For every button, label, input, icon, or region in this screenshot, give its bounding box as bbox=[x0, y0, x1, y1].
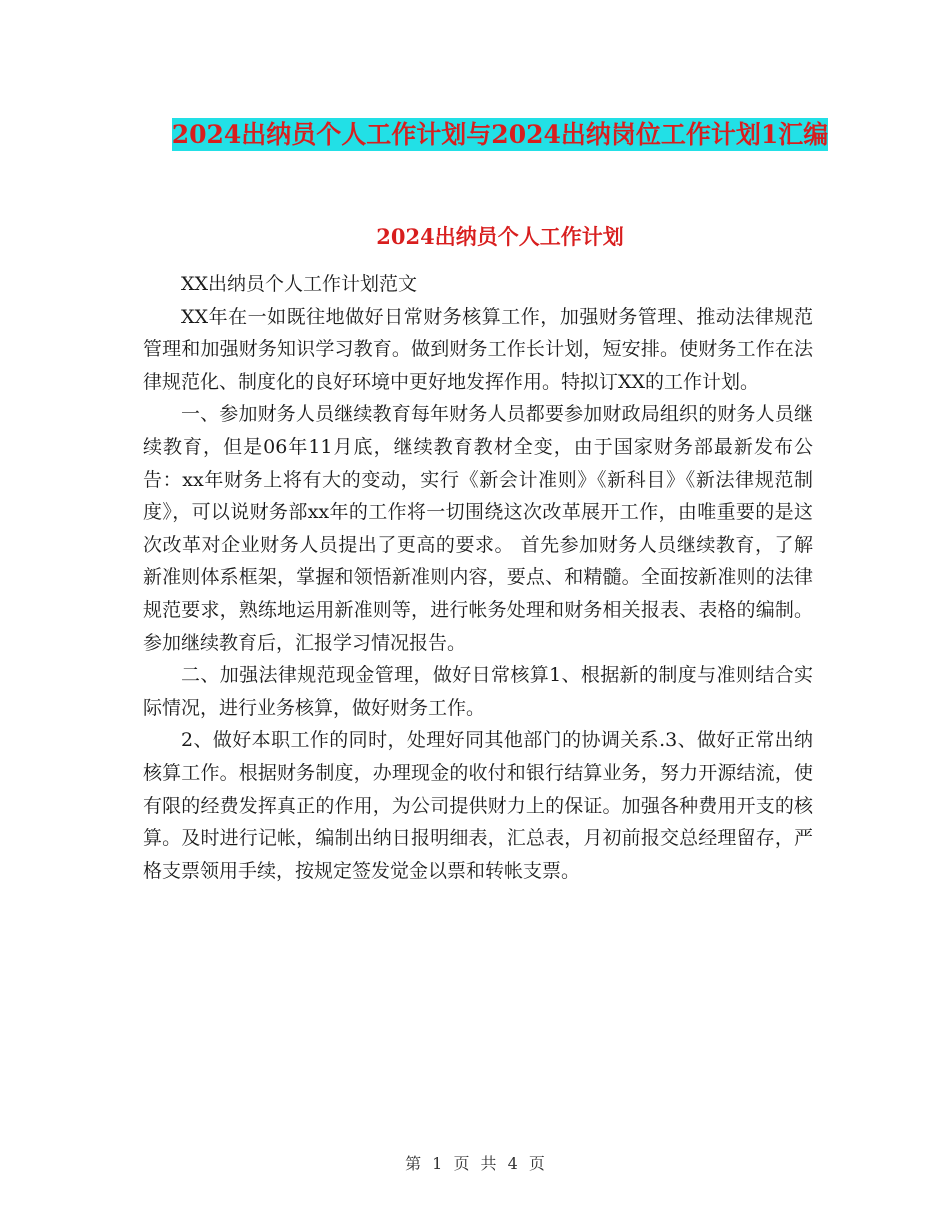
document-title bbox=[140, 112, 860, 157]
paragraph-5: 2、做好本职工作的同时，处理好同其他部门的协调关系.3、做好正常出纳核算工作。根据财务制度，办理现金的收付和银行结算业务，努力开源结流，使有限的经费发挥真正的作用，为公司提供财力上的保证。加强各种费用开支的核算。及时进行记帐，编制出纳日报明细表，汇总表，月初前报交总经理留存，严格支票领用手续，按规定签发觉金以票和转帐支票。 bbox=[143, 729, 813, 882]
paragraph-1: XX出纳员个人工作计划范文 bbox=[181, 273, 418, 295]
paragraph-2: XX年在一如既往地做好日常财务核算工作，加强财务管理、推动法律规范管理和加强财务知识学习教育。做到财务工作长计划，短安排。使财务工作在法律规范化、制度化的良好环境中更好地发挥作用。特拟订XX的工作计划。 bbox=[143, 305, 813, 393]
page-footer: 第 1 页 共 4 页 bbox=[405, 1154, 545, 1173]
paragraph-4: 二、加强法律规范现金管理，做好日常核算1、根据新的制度与准则结合实际情况，进行业务核算，做好财务工作。 bbox=[143, 664, 813, 719]
document-body bbox=[143, 268, 813, 887]
document-title-text: 2024出纳员个人工作计划与2024出纳岗位工作计划1汇编 bbox=[171, 120, 829, 149]
section-title: 2024出纳员个人工作计划 bbox=[376, 224, 624, 249]
paragraph-3: 一、参加财务人员继续教育每年财务人员都要参加财政局组织的财务人员继续教育，但是06年11月底，继续教育教材全变，由于国家财务部最新发布公告：xx年财务上将有大的变动，实行《新会计准则》《新科目》《新法律规范制度》，可以说财务部xx年的工作将一切围绕这次改革展开工作，由唯重要的是这次改革对企业财务人员提出了更高的要求。 首先参加财务人员继续教育，了解新准则体系框架，掌握和领悟新准则内容，要点、和精髓。全面按新准则的法律规范要求，熟练地运用新准则等，进行帐务处理和财务相关报表、表格的编制。 参加继续教育后，汇报学习情况报告。 bbox=[143, 403, 813, 654]
